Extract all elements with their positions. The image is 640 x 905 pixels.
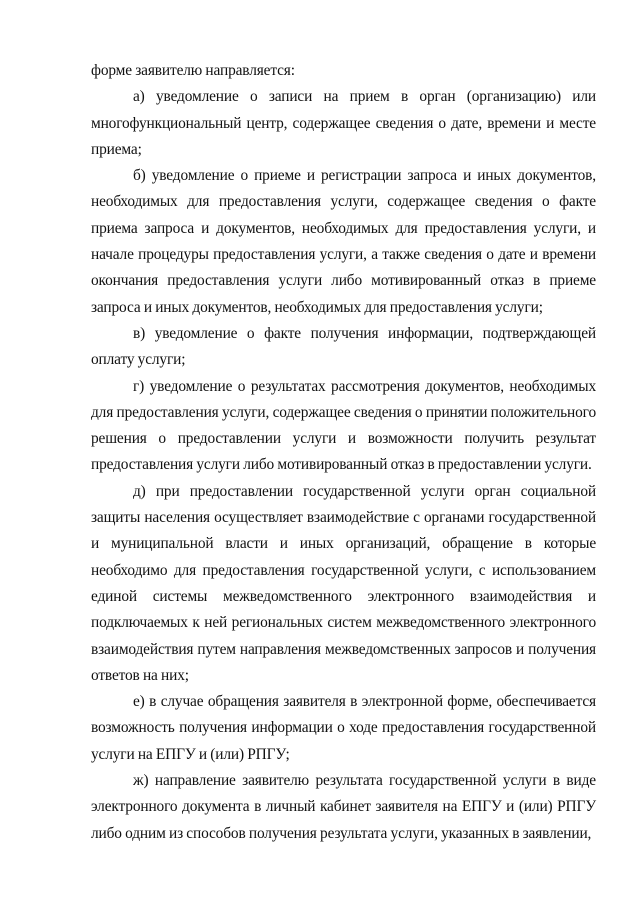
paragraph-item-v: в) уведомление о факте получения информации, подтверждающей оплату услуги;	[91, 324, 596, 369]
paragraph-intro: форме заявителю направляется:	[91, 62, 295, 79]
paragraph-item-e: е) в случае обращения заявителя в электронной форме, обеспечивается возможность получения информации о ходе предоставления государственной услуги на ЕПГУ и (или) РПГУ;	[91, 693, 596, 763]
document-body	[91, 58, 596, 847]
paragraph-item-b: б) уведомление о приеме и регистрации запроса и иных документов, необходимых для предоставления услуги, содержащее сведения о факте приема запроса и документов, необходимых для предоставления услуги, и начале процедуры предоставления услуги, а также сведения о дате и времени окончания предоставления услуги либо мотивированный отказ в приеме запроса и иных документов, необходимых для предоставления услуги;	[91, 167, 596, 316]
paragraph-item-g: г) уведомление о результатах рассмотрения документов, необходимых для предоставления услуги, содержащее сведения о принятии положительного решения о предоставлении услуги и возможности получить результат предоставления услуги либо мотивированный отказ в предоставлении услуги.	[91, 377, 596, 474]
paragraph-item-d: д) при предоставлении государственной услуги орган социальной защиты населения осуществляет взаимодействие с органами государственной и муниципальной власти и иных организаций, обращение в которые необходимо для предоставления государственной услуги, с использованием единой системы межведомственного электронного взаимодействия и подключаемых к ней региональных систем межведомственного электронного взаимодействия путем направления межведомственных запросов и получения ответов на них;	[91, 482, 596, 684]
paragraph-item-a: а) уведомление о записи на прием в орган (организацию) или многофункциональный центр, содержащее сведения о дате, времени и месте приема;	[91, 88, 596, 158]
paragraph-item-zh: ж) направление заявителю результата государственной услуги в виде электронного документа в личный кабинет заявителя на ЕПГУ и (или) РПГУ либо одним из способов получения результата услуги, указанных в заявлении,	[91, 772, 596, 842]
